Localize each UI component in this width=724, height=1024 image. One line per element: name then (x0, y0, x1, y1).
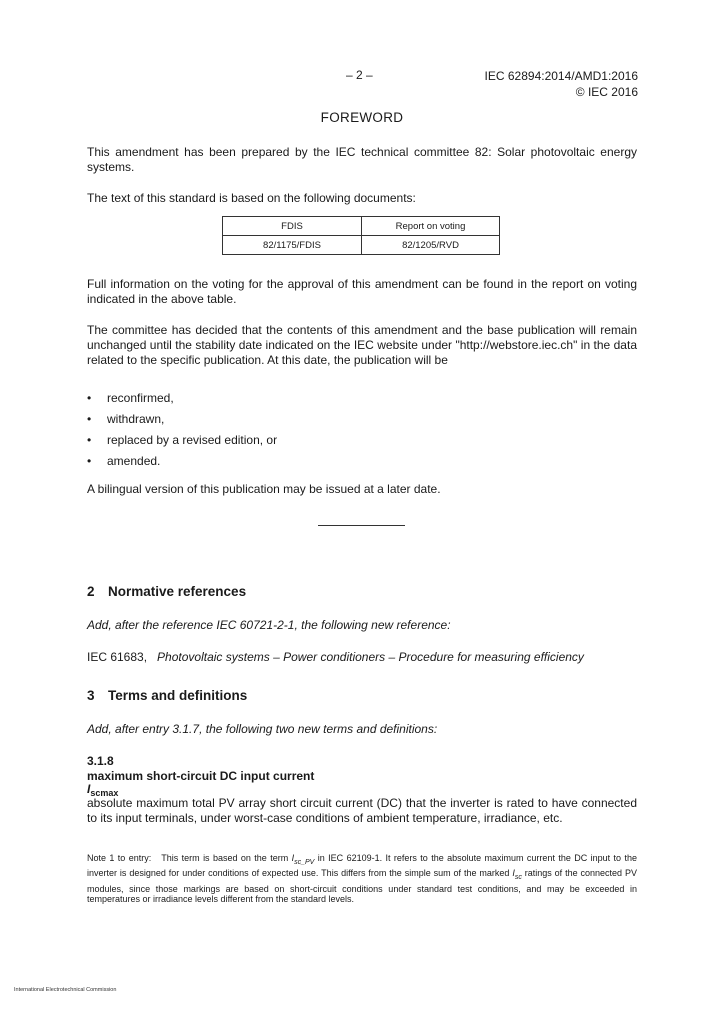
bullet-icon: • (87, 454, 92, 468)
section-divider (318, 525, 405, 526)
list-item (87, 433, 277, 454)
copyright-notice: © IEC 2016 (575, 85, 638, 99)
bullet-icon: • (87, 391, 92, 405)
reference-title: Photovoltaic systems – Power conditioners – Procedure for measuring efficiency (157, 650, 584, 664)
note-symbol (291, 853, 315, 866)
term-symbol-main: I (87, 782, 91, 796)
table-cell: 82/1205/RVD (362, 236, 500, 255)
term-note (87, 853, 637, 905)
normative-reference (87, 650, 584, 664)
document-header (485, 68, 638, 100)
foreword-paragraph-5: A bilingual version of this publication may be issued at a later date. (87, 482, 441, 496)
section-3-heading (87, 688, 247, 703)
section-3-instruction: Add, after entry 3.1.7, the following two new terms and definitions: (87, 722, 438, 736)
list-item-text: withdrawn, (107, 412, 165, 426)
note-text: in IEC 62109-1. It refers to the absolute maximum current the DC input to the inverter is designed for under conditions of expected use. This differs from the simple sum of the marked (87, 853, 637, 879)
publication-status-list (87, 391, 277, 475)
list-item (87, 454, 277, 475)
foreword-paragraph-1: This amendment has been prepared by the IEC technical committee 82: Solar photovoltaic energy systems. (87, 145, 637, 174)
list-item (87, 391, 277, 412)
note-text: ratings of the connected PV modules, since those markings are based on short-circuit conditions under standard test conditions, and may be exceeded in temperatures or irradiance levels different from the standard levels. (87, 868, 637, 905)
foreword-title: FOREWORD (320, 110, 404, 125)
section-number: 2 (87, 584, 95, 599)
bullet-icon: • (87, 412, 92, 426)
term-number: 3.1.8 (87, 754, 114, 768)
foreword-paragraph-4: The committee has decided that the contents of this amendment and the base publication will remain unchanged until the stability date indicated on the IEC website under "http://webstore.iec.ch" in the data related to the specific publication. At this date, the publication will be (87, 323, 637, 367)
note-symbol-main: I (512, 868, 515, 879)
note-symbol-main: I (291, 853, 295, 863)
publisher-footer: International Electrotechnical Commission (14, 987, 117, 993)
document-reference: IEC 62894:2014/AMD1:2016 (484, 69, 638, 83)
note-symbol (512, 868, 522, 882)
table-header-row (223, 217, 500, 236)
section-title: Terms and definitions (108, 688, 248, 703)
note-text: This term is based on the term (161, 853, 289, 863)
section-number: 3 (87, 688, 95, 703)
section-2-instruction: Add, after the reference IEC 60721-2-1, the following new reference: (87, 618, 451, 632)
term-definition: absolute maximum total PV array short circuit current (DC) that the inverter is rated to have connected to its input terminals, under worst-case conditions of ambient temperature, irradiance, etc. (87, 796, 637, 825)
page-number: – 2 – (346, 68, 373, 82)
section-title: Normative references (108, 584, 247, 599)
foreword-paragraph-2: The text of this standard is based on the following documents: (87, 191, 416, 205)
note-symbol-subscript: sc_PV (294, 858, 315, 866)
note-symbol-subscript: sc (514, 874, 522, 882)
foreword-paragraph-3: Full information on the voting for the approval of this amendment can be found in the report on voting indicated in the above table. (87, 277, 637, 306)
table-header-cell: Report on voting (362, 217, 500, 236)
section-2-heading (87, 584, 246, 599)
list-item (87, 412, 277, 433)
list-item-text: amended. (107, 454, 161, 468)
list-item-text: replaced by a revised edition, or (107, 433, 278, 447)
note-prefix: Note 1 to entry: (87, 853, 152, 863)
bullet-icon: • (87, 433, 92, 447)
term-symbol-subscript: scmax (90, 788, 119, 798)
table-row (223, 236, 500, 255)
documents-table (222, 216, 500, 255)
term-name: maximum short-circuit DC input current (87, 769, 315, 783)
table-header-cell: FDIS (223, 217, 362, 236)
table-cell: 82/1175/FDIS (223, 236, 362, 255)
reference-code: IEC 61683, (87, 650, 148, 664)
list-item-text: reconfirmed, (107, 391, 174, 405)
